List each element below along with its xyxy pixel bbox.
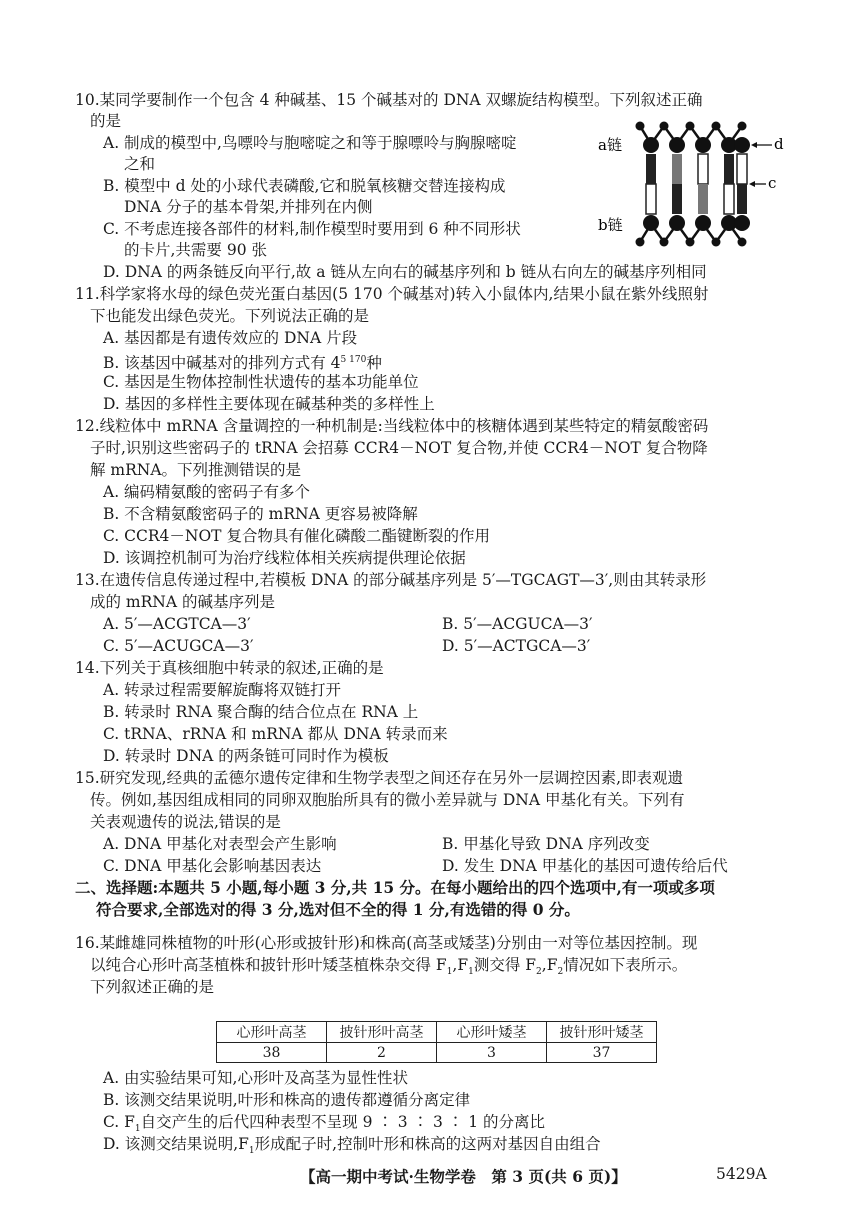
table-header-cell: 披针形叶矮茎 [547,1022,657,1043]
q15-option-b: B. 甲基化导致 DNA 序列改变 [442,835,650,853]
q14-stem: 14.下列关于真核细胞中转录的叙述,正确的是 [75,659,384,677]
q12-stem: 12.线粒体中 mRNA 含量调控的一种机制是:当线粒体中的核糖体遇到某些特定的精氨酸密码 [75,417,709,435]
q11-stem: 11.科学家将水母的绿色荧光蛋白基因(5 170 个碱基对)转入小鼠体内,结果小鼠在紫外线照射 [75,285,709,303]
results-table [216,1021,657,1063]
table-header-row [217,1022,657,1043]
q13-option-b: B. 5′—ACGUCA—3′ [442,615,593,633]
q12-stem-cont2: 解 mRNA。下列推测错误的是 [90,461,302,479]
q13-stem-cont: 成的 mRNA 的碱基序列是 [90,593,275,611]
q12-stem-cont: 子时,识别这些密码子的 tRNA 会招募 CCR4－NOT 复合物,并使 CCR4－NOT 复合物降 [90,439,708,457]
table-cell: 2 [327,1043,437,1063]
page-footer-code: 5429A [716,1165,767,1183]
q10-stem: 10.某同学要制作一个包含 4 种碱基、15 个碱基对的 DNA 双螺旋结构模型。下列叙述正确 [75,91,703,109]
q11-option-c: C. 基因是生物体控制性状遗传的基本功能单位 [103,373,419,391]
q10-option-c-cont: 的卡片,共需要 90 张 [124,241,268,259]
q10-option-c: C. 不考虑连接各部件的材料,制作模型时要用到 6 种不同形状 [103,220,521,238]
q10-option-a-cont: 之和 [124,155,156,173]
q13-option-a: A. 5′—ACGTCA—3′ [103,615,251,633]
page-footer-title: 【高一期中考试·生物学卷 第 3 页(共 6 页)】 [300,1167,627,1186]
q10-option-a: A. 制成的模型中,鸟嘌呤与胞嘧啶之和等于腺嘌呤与胸腺嘧啶 [103,134,517,152]
q14-option-b: B. 转录时 RNA 聚合酶的结合位点在 RNA 上 [103,703,419,721]
section2-heading-cont: 符合要求,全部选对的得 3 分,选对但不全的得 1 分,有选错的得 0 分。 [96,900,580,919]
q10-option-b-cont: DNA 分子的基本骨架,并排列在内侧 [124,198,373,216]
table-row [217,1043,657,1063]
q13-stem: 13.在遗传信息传递过程中,若模板 DNA 的部分碱基序列是 5′—TGCAGT—3′,则由其转录形 [75,571,707,589]
q16-option-c: C. $F_1$自交产生的后代四种表型不呈现 9 ∶ 3 ∶ 3 ∶ 1 的分离比 [103,1113,546,1135]
a-chain-phosphates [636,122,747,131]
q14-option-d: D. 转录时 DNA 的两条链可同时作为模板 [103,747,389,765]
q15-option-c: C. DNA 甲基化会影响基因表达 [103,857,322,875]
q16-option-a: A. 由实验结果可知,心形叶及高茎为显性性状 [103,1069,408,1087]
label-b-chain: b链 [598,216,623,234]
q15-option-d: D. 发生 DNA 甲基化的基因可遗传给后代 [442,857,728,875]
q11-option-d: D. 基因的多样性主要体现在碱基种类的多样性上 [103,395,435,413]
q16-stem: 16.某雌雄同株植物的叶形(心形或披针形)和株高(高茎或矮茎)分别由一对等位基因控制。现 [75,934,698,952]
q11-option-b: B. 该基因中碱基对的排列方式有 $4^{5 170}$种 [103,354,382,373]
label-d: d [774,135,784,153]
label-c: c [768,174,777,192]
table-cell: 37 [547,1043,657,1063]
b-chain-sugars [643,215,750,231]
q15-stem-cont2: 关表观遗传的说法,错误的是 [90,813,281,831]
q15-option-a: A. DNA 甲基化对表型会产生影响 [103,835,337,853]
q15-stem-cont: 传。例如,基因组成相同的同卵双胞胎所具有的微小差异就与 DNA 甲基化有关。下列有 [90,791,685,809]
q15-stem: 15.研究发现,经典的孟德尔遗传定律和生物学表型之间还存在另外一层调控因素,即表观遗 [75,769,684,787]
dna-model-figure [596,118,796,250]
q16-stem-cont: 以纯合心形叶高茎植株和披针形叶矮茎植株杂交得 $F_1,F_1$测交得 $F_2,F_2$情况如下表所示。 [90,956,688,978]
table-header-cell: 披针形叶高茎 [327,1022,437,1043]
base-pairs [646,154,747,214]
q12-option-b: B. 不含精氨酸密码子的 mRNA 更容易被降解 [103,505,418,523]
q14-option-c: C. tRNA、rRNA 和 mRNA 都从 DNA 转录而来 [103,725,448,743]
a-chain-sugars [643,137,750,153]
q10-option-d: D. DNA 的两条链反向平行,故 a 链从左向右的碱基序列和 b 链从右向左的碱基序列相同 [103,263,707,281]
q16-option-d: D. 该测交结果说明$,F_1$形成配子时,控制叶形和株高的这两对基因自由组合 [103,1135,601,1157]
table-cell: 38 [217,1043,327,1063]
q11-stem-cont: 下也能发出绿色荧光。下列说法正确的是 [90,307,370,325]
q12-option-d: D. 该调控机制可为治疗线粒体相关疾病提供理论依据 [103,549,466,567]
q12-option-a: A. 编码精氨酸的密码子有多个 [103,483,311,501]
q11-option-a: A. 基因都是有遗传效应的 DNA 片段 [103,329,358,347]
label-a-chain: a链 [598,136,622,154]
q13-option-c: C. 5′—ACUGCA—3′ [103,637,254,655]
table-cell: 3 [437,1043,547,1063]
table-header-cell: 心形叶矮茎 [437,1022,547,1043]
q12-option-c: C. CCR4－NOT 复合物具有催化磷酸二酯键断裂的作用 [103,527,490,545]
q14-option-a: A. 转录过程需要解旋酶将双链打开 [103,681,342,699]
table-header-cell: 心形叶高茎 [217,1022,327,1043]
q10-stem-cont: 的是 [90,112,122,130]
section2-heading: 二、选择题:本题共 5 小题,每小题 3 分,共 15 分。在每小题给出的四个选项中,有一项或多项 [75,878,715,897]
q16-stem-cont2: 下列叙述正确的是 [90,978,215,996]
q16-option-b: B. 该测交结果说明,叶形和株高的遗传都遵循分离定律 [103,1091,471,1109]
q13-option-d: D. 5′—ACTGCA—3′ [442,637,591,655]
q10-option-b: B. 模型中 d 处的小球代表磷酸,它和脱氧核糖交替连接构成 [103,177,506,195]
b-chain-phosphates [636,238,747,247]
